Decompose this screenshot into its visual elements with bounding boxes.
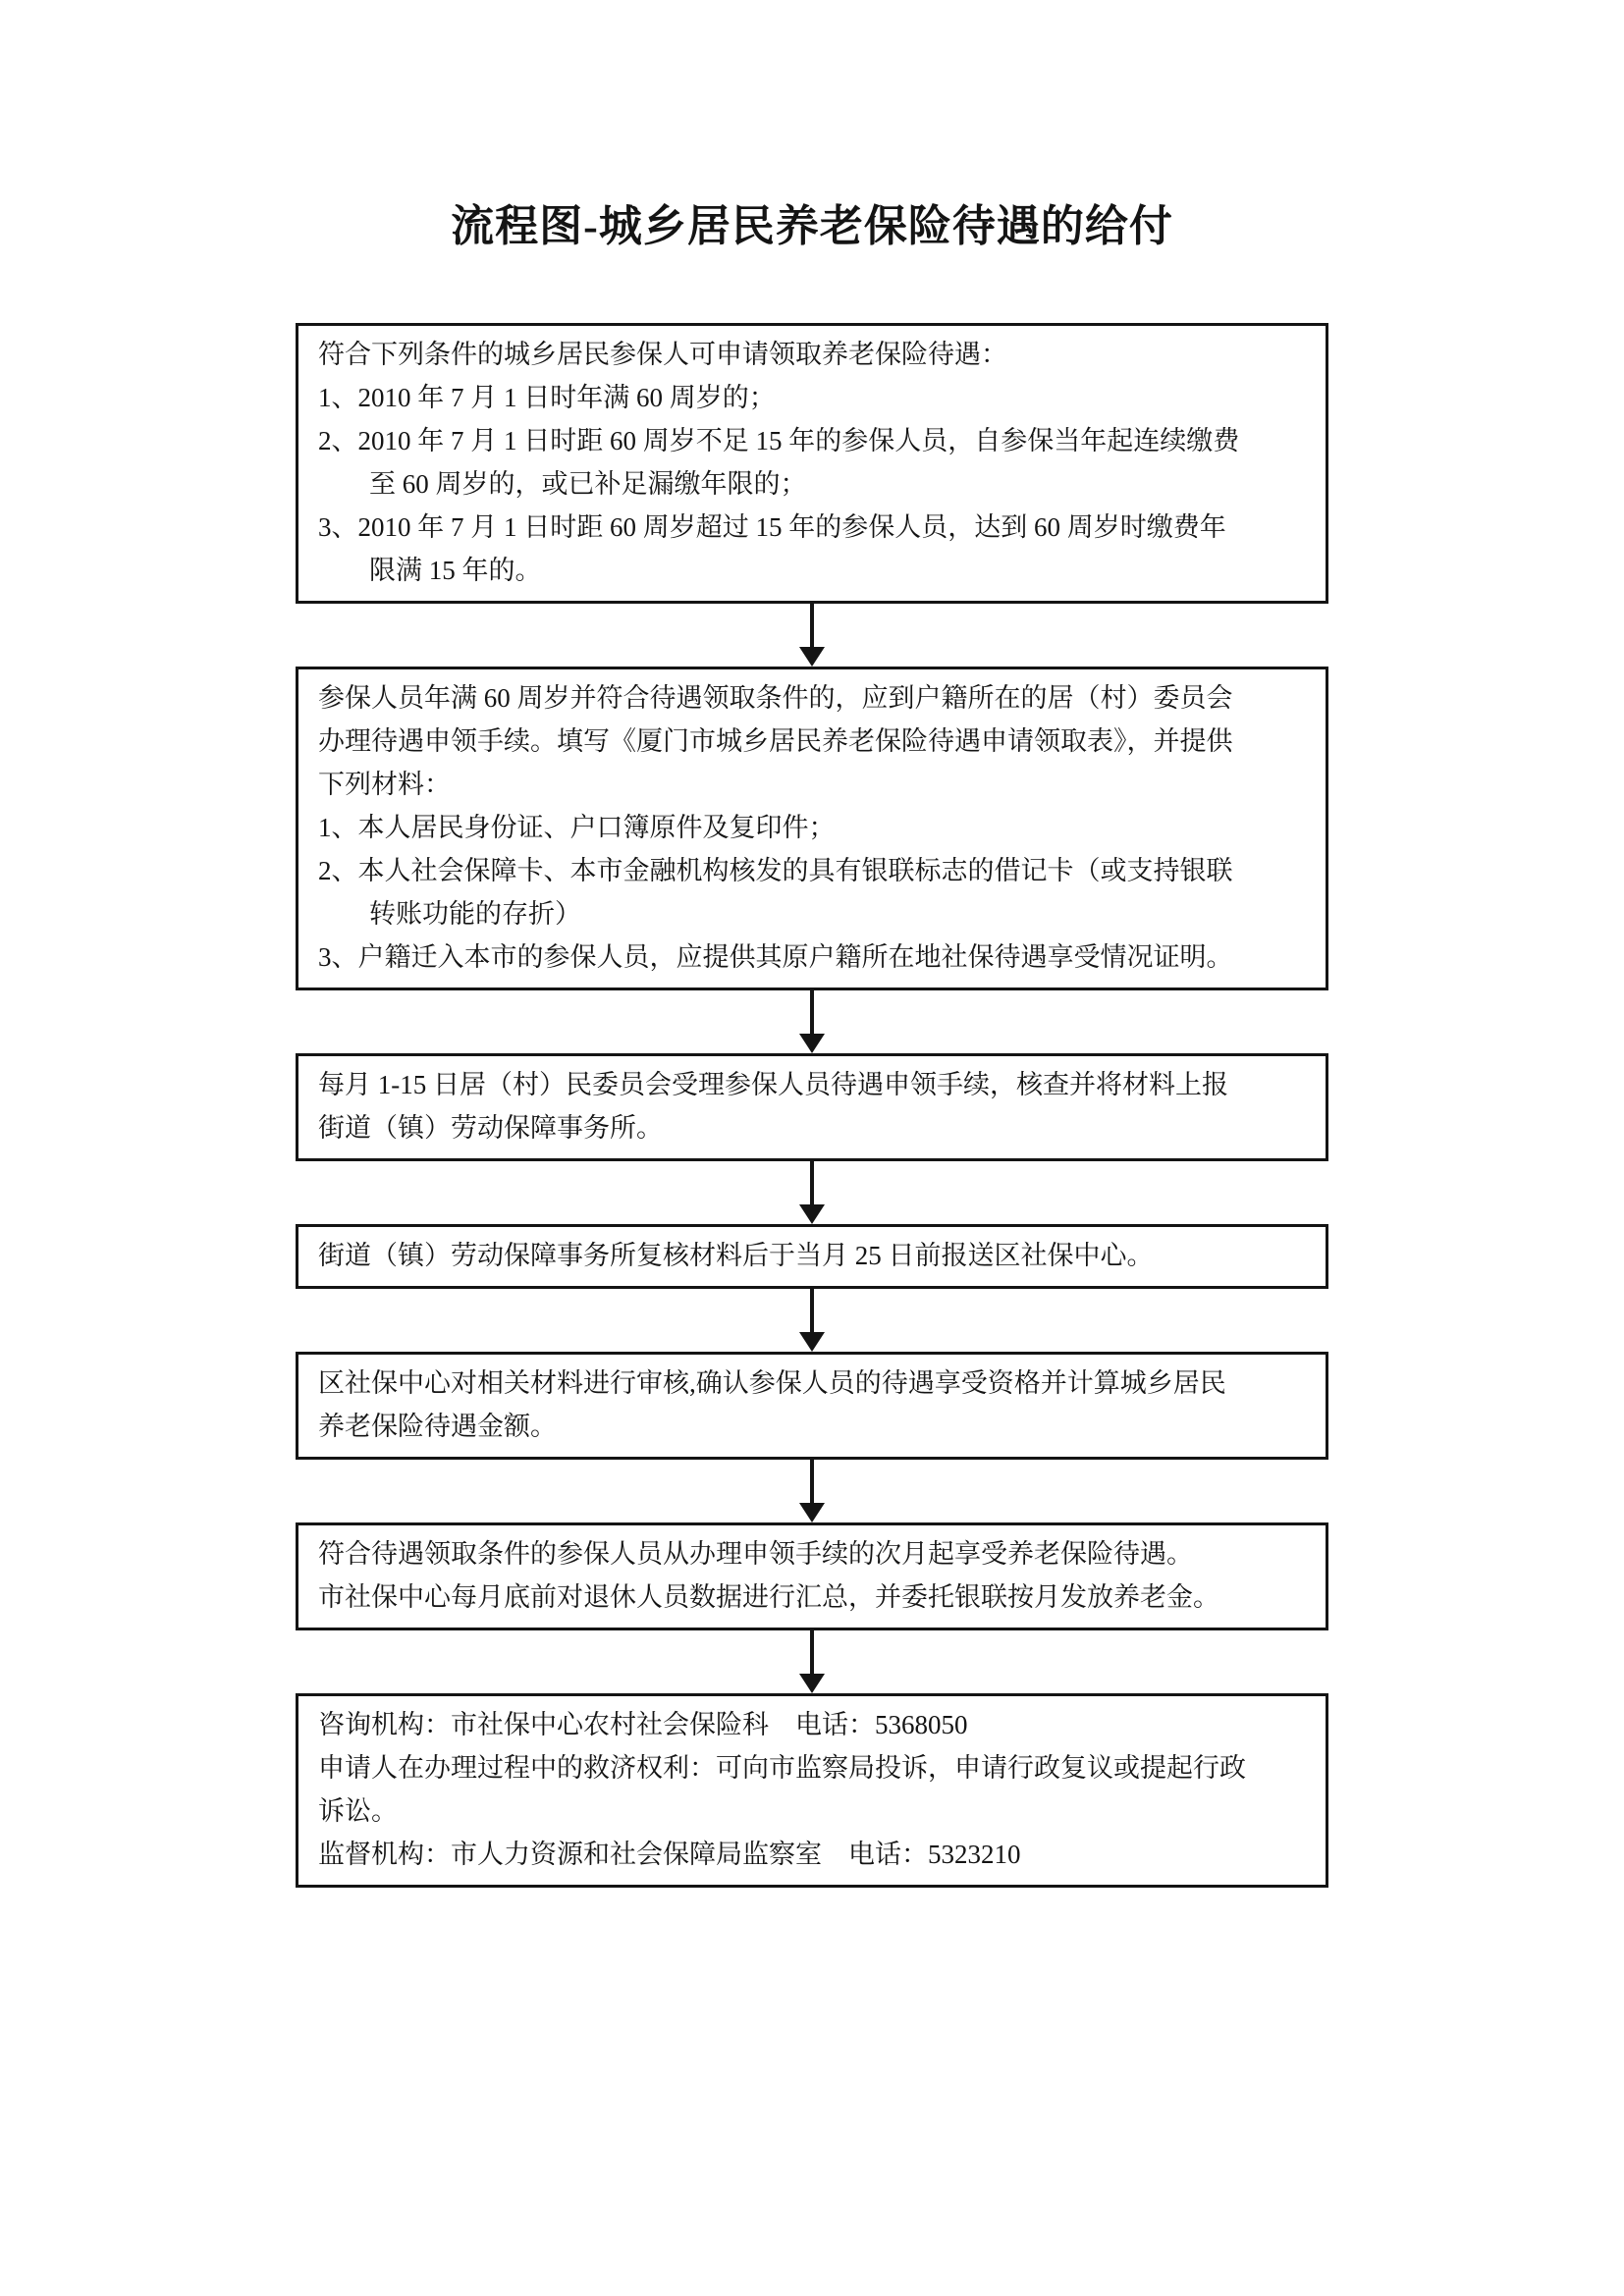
- arrow-shaft: [810, 1161, 814, 1204]
- flow-box-line: 符合下列条件的城乡居民参保人可申请领取养老保险待遇：: [318, 340, 1007, 369]
- flow-box-line: 申请人在办理过程中的救济权利：可向市监察局投诉，申请行政复议或提起行政: [318, 1753, 1246, 1783]
- flow-box-line: 3、户籍迁入本市的参保人员，应提供其原户籍所在地社保待遇享受情况证明。: [318, 942, 1233, 972]
- flow-box-line: 下列材料：: [318, 770, 451, 799]
- flow-box-line: 1、本人居民身份证、户口簿原件及复印件；: [318, 813, 836, 842]
- flow-box-line: 3、2010 年 7 月 1 日时距 60 周岁超过 15 年的参保人员，达到 60 周岁时缴费年: [318, 512, 1226, 542]
- flow-arrow-down-icon: [799, 1460, 825, 1522]
- flow-arrow-down-icon: [799, 1630, 825, 1693]
- flow-box-committee-acceptance: [296, 1053, 1328, 1161]
- flow-box-line: 符合待遇领取条件的参保人员从办理申领手续的次月起享受养老保险待遇。: [318, 1539, 1193, 1569]
- arrow-head: [799, 1034, 825, 1053]
- flow-box-line: 转账功能的存折）: [369, 899, 581, 929]
- flow-arrow-down-icon: [799, 1161, 825, 1224]
- flowchart: [296, 323, 1328, 1888]
- flow-box-line: 诉讼。: [318, 1796, 398, 1826]
- arrow-head: [799, 1503, 825, 1522]
- flow-arrow-down-icon: [799, 1289, 825, 1352]
- flow-box-line: 办理待遇申领手续。填写《厦门市城乡居民养老保险待遇申请领取表》，并提供: [318, 726, 1233, 756]
- flow-box-line: 咨询机构：市社保中心农村社会保险科 电话：5368050: [318, 1710, 968, 1739]
- arrow-head: [799, 1204, 825, 1224]
- flow-box-line: 每月 1-15 日居（村）民委员会受理参保人员待遇申领手续，核查并将材料上报: [318, 1070, 1228, 1099]
- flow-box-line: 2、本人社会保障卡、本市金融机构核发的具有银联标志的借记卡（或支持银联: [318, 856, 1233, 885]
- arrow-shaft: [810, 604, 814, 647]
- flow-box-application-procedure: [296, 667, 1328, 990]
- flow-box-apply-conditions: [296, 323, 1328, 604]
- flow-box-line: 至 60 周岁的，或已补足漏缴年限的；: [369, 469, 807, 499]
- flow-box-line: 1、2010 年 7 月 1 日时年满 60 周岁的；: [318, 383, 776, 412]
- arrow-head: [799, 1674, 825, 1693]
- flow-box-line: 监督机构：市人力资源和社会保障局监察室 电话：5323210: [318, 1840, 1021, 1869]
- arrow-shaft: [810, 1630, 814, 1674]
- arrow-shaft: [810, 1460, 814, 1503]
- flow-arrow-down-icon: [799, 604, 825, 667]
- flow-box-line: 街道（镇）劳动保障事务所。: [318, 1113, 663, 1143]
- flow-box-line: 养老保险待遇金额。: [318, 1412, 557, 1441]
- flow-box-line: 限满 15 年的。: [369, 556, 542, 585]
- flow-box-street-office-review: [296, 1224, 1328, 1289]
- arrow-head: [799, 647, 825, 667]
- flow-arrow-down-icon: [799, 990, 825, 1053]
- flow-box-line: 区社保中心对相关材料进行审核,确认参保人员的待遇享受资格并计算城乡居民: [318, 1368, 1226, 1398]
- flow-box-line: 2、2010 年 7 月 1 日时距 60 周岁不足 15 年的参保人员，自参保当年起连续缴费: [318, 426, 1240, 455]
- flow-box-contact-info: [296, 1693, 1328, 1888]
- arrow-shaft: [810, 1289, 814, 1332]
- page-title: 流程图-城乡居民养老保险待遇的给付: [451, 202, 1173, 250]
- flow-box-line: 参保人员年满 60 周岁并符合待遇领取条件的，应到户籍所在的居（村）委员会: [318, 683, 1233, 713]
- arrow-shaft: [810, 990, 814, 1034]
- flow-box-benefit-payment: [296, 1522, 1328, 1630]
- flow-box-line: 市社保中心每月底前对退休人员数据进行汇总，并委托银联按月发放养老金。: [318, 1582, 1219, 1612]
- flow-box-line: 街道（镇）劳动保障事务所复核材料后于当月 25 日前报送区社保中心。: [318, 1241, 1154, 1270]
- arrow-head: [799, 1332, 825, 1352]
- flow-box-district-center-audit: [296, 1352, 1328, 1460]
